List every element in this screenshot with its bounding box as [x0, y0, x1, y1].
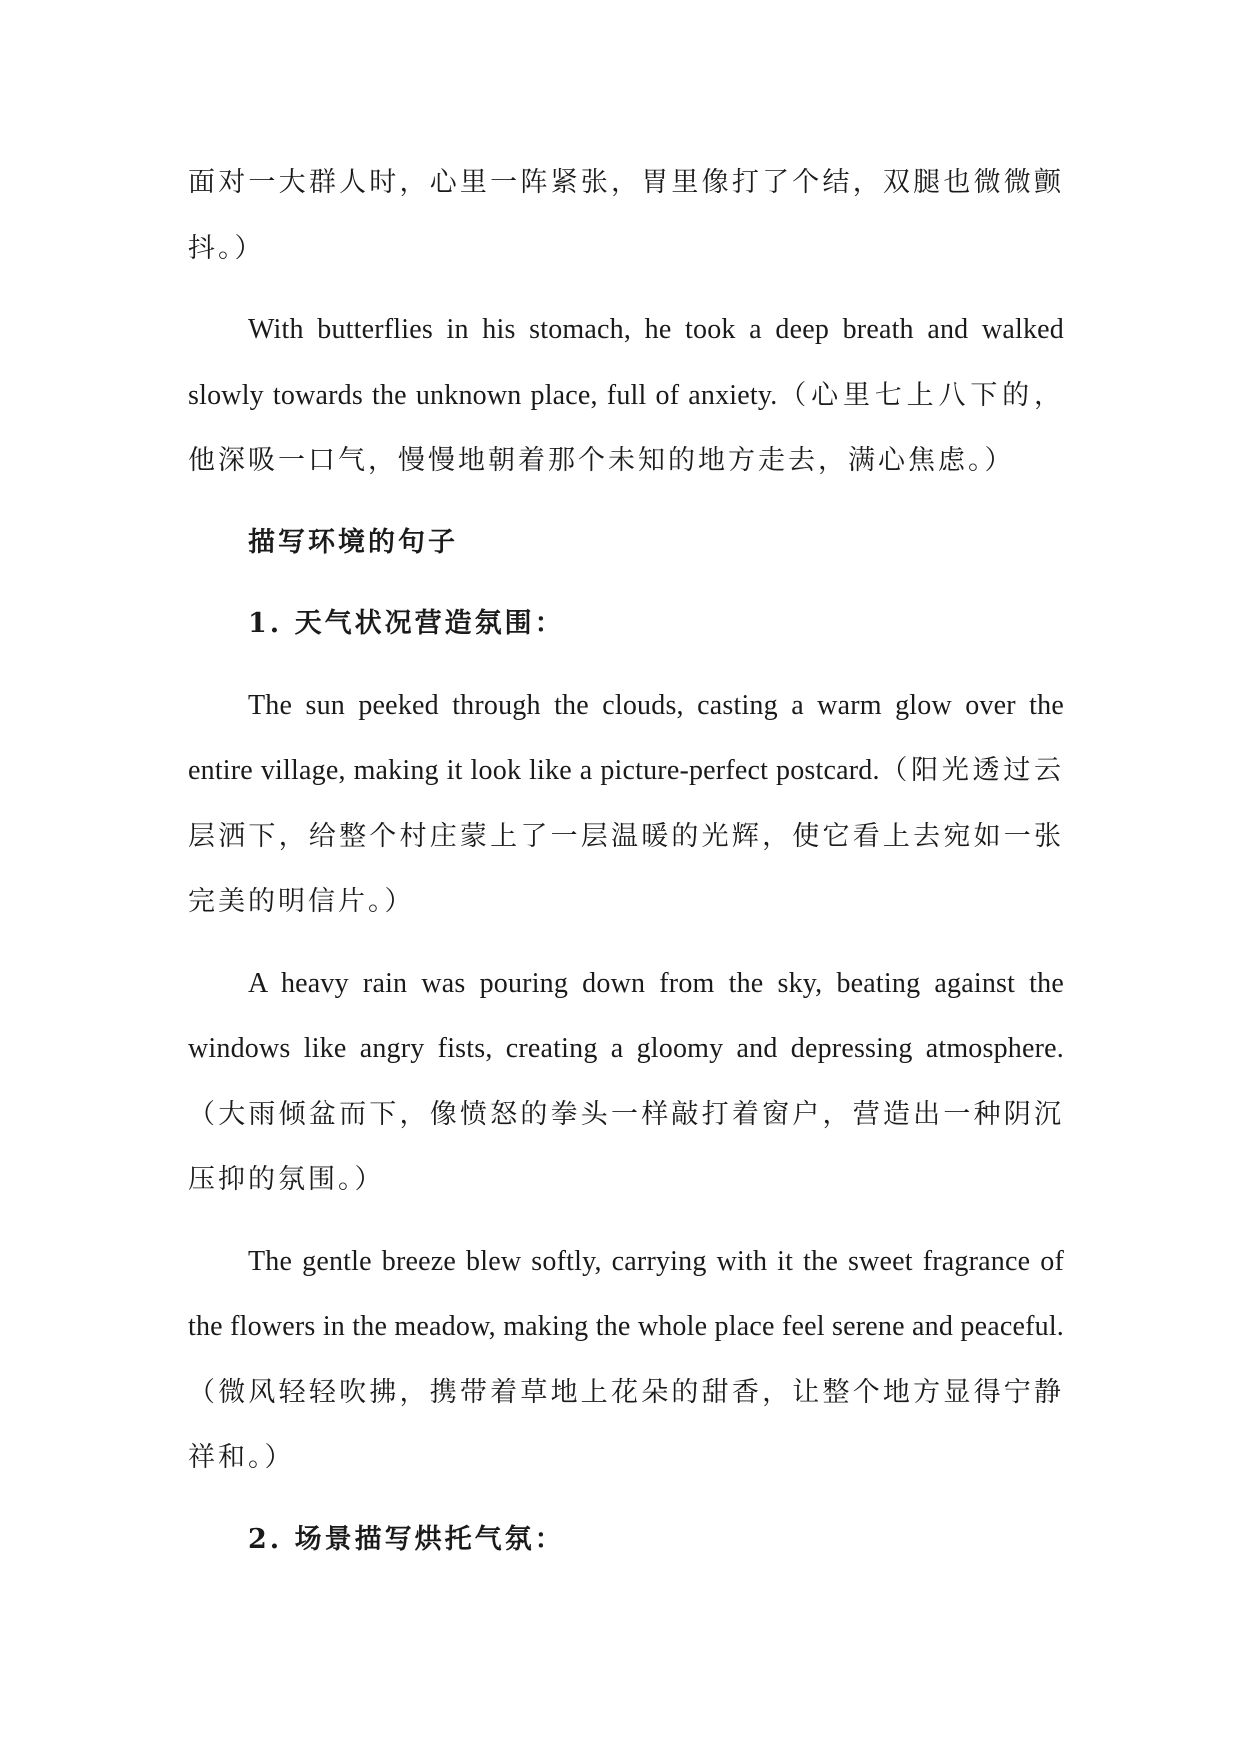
paragraph-english-text: With butterflies in his stomach, he took a deep breath and walked slowly towards the unknown place, full of anxiety.	[188, 314, 1064, 411]
paragraph-continuation: 面对一大群人时，心里一阵紧张，胃里像打了个结，双腿也微微颤抖。）	[188, 167, 1064, 264]
paragraph-english-text: A heavy rain was pouring down from the sky, beating against the windows like angry fists, creating a gloomy and depressing atmosphere.	[188, 967, 1064, 1064]
paragraph-english-text: The sun peeked through the clouds, casting a warm glow over the entire village, making it look like a picture-perfect postcard.	[188, 689, 1064, 786]
paragraph-sun	[188, 673, 1064, 935]
paragraph-chinese-text: （阳光透过云层洒下，给整个村庄蒙上了一层温暖的光辉，使它看上去宛如一张完美的明信片。）	[188, 755, 1064, 917]
paragraph-butterflies	[188, 297, 1064, 494]
paragraph-chinese-text: （大雨倾盆而下，像愤怒的拳头一样敲打着窗户，营造出一种阴沉压抑的氛围。）	[188, 1098, 1064, 1195]
paragraph-english-text: The gentle breeze blew softly, carrying with it the sweet fragrance of the flowers in the meadow, making the whole place feel serene and peaceful.	[188, 1245, 1064, 1342]
section-heading-environment: 描写环境的句子	[248, 526, 458, 558]
paragraph-gap	[188, 1213, 1064, 1229]
paragraph-gap	[188, 494, 1064, 510]
paragraph-gap	[188, 935, 1064, 951]
paragraph-rain	[188, 951, 1064, 1213]
paragraph-gap	[188, 575, 1064, 591]
paragraph-gap	[188, 1491, 1064, 1507]
document-page	[188, 150, 1064, 1572]
paragraph-chinese-text: （心里七上八下的，他深吸一口气，慢慢地朝着那个未知的地方走去，满心焦虑。）	[188, 379, 1064, 476]
paragraph-breeze	[188, 1229, 1064, 1491]
subheading-scene: 2. 场景描写烘托气氛：	[248, 1523, 565, 1555]
paragraph-chinese-text: （微风轻轻吹拂，携带着草地上花朵的甜香，让整个地方显得宁静祥和。）	[188, 1376, 1064, 1473]
paragraph-gap	[188, 281, 1064, 297]
subheading-weather: 1. 天气状况营造氛围：	[248, 608, 565, 639]
paragraph-gap	[188, 657, 1064, 673]
